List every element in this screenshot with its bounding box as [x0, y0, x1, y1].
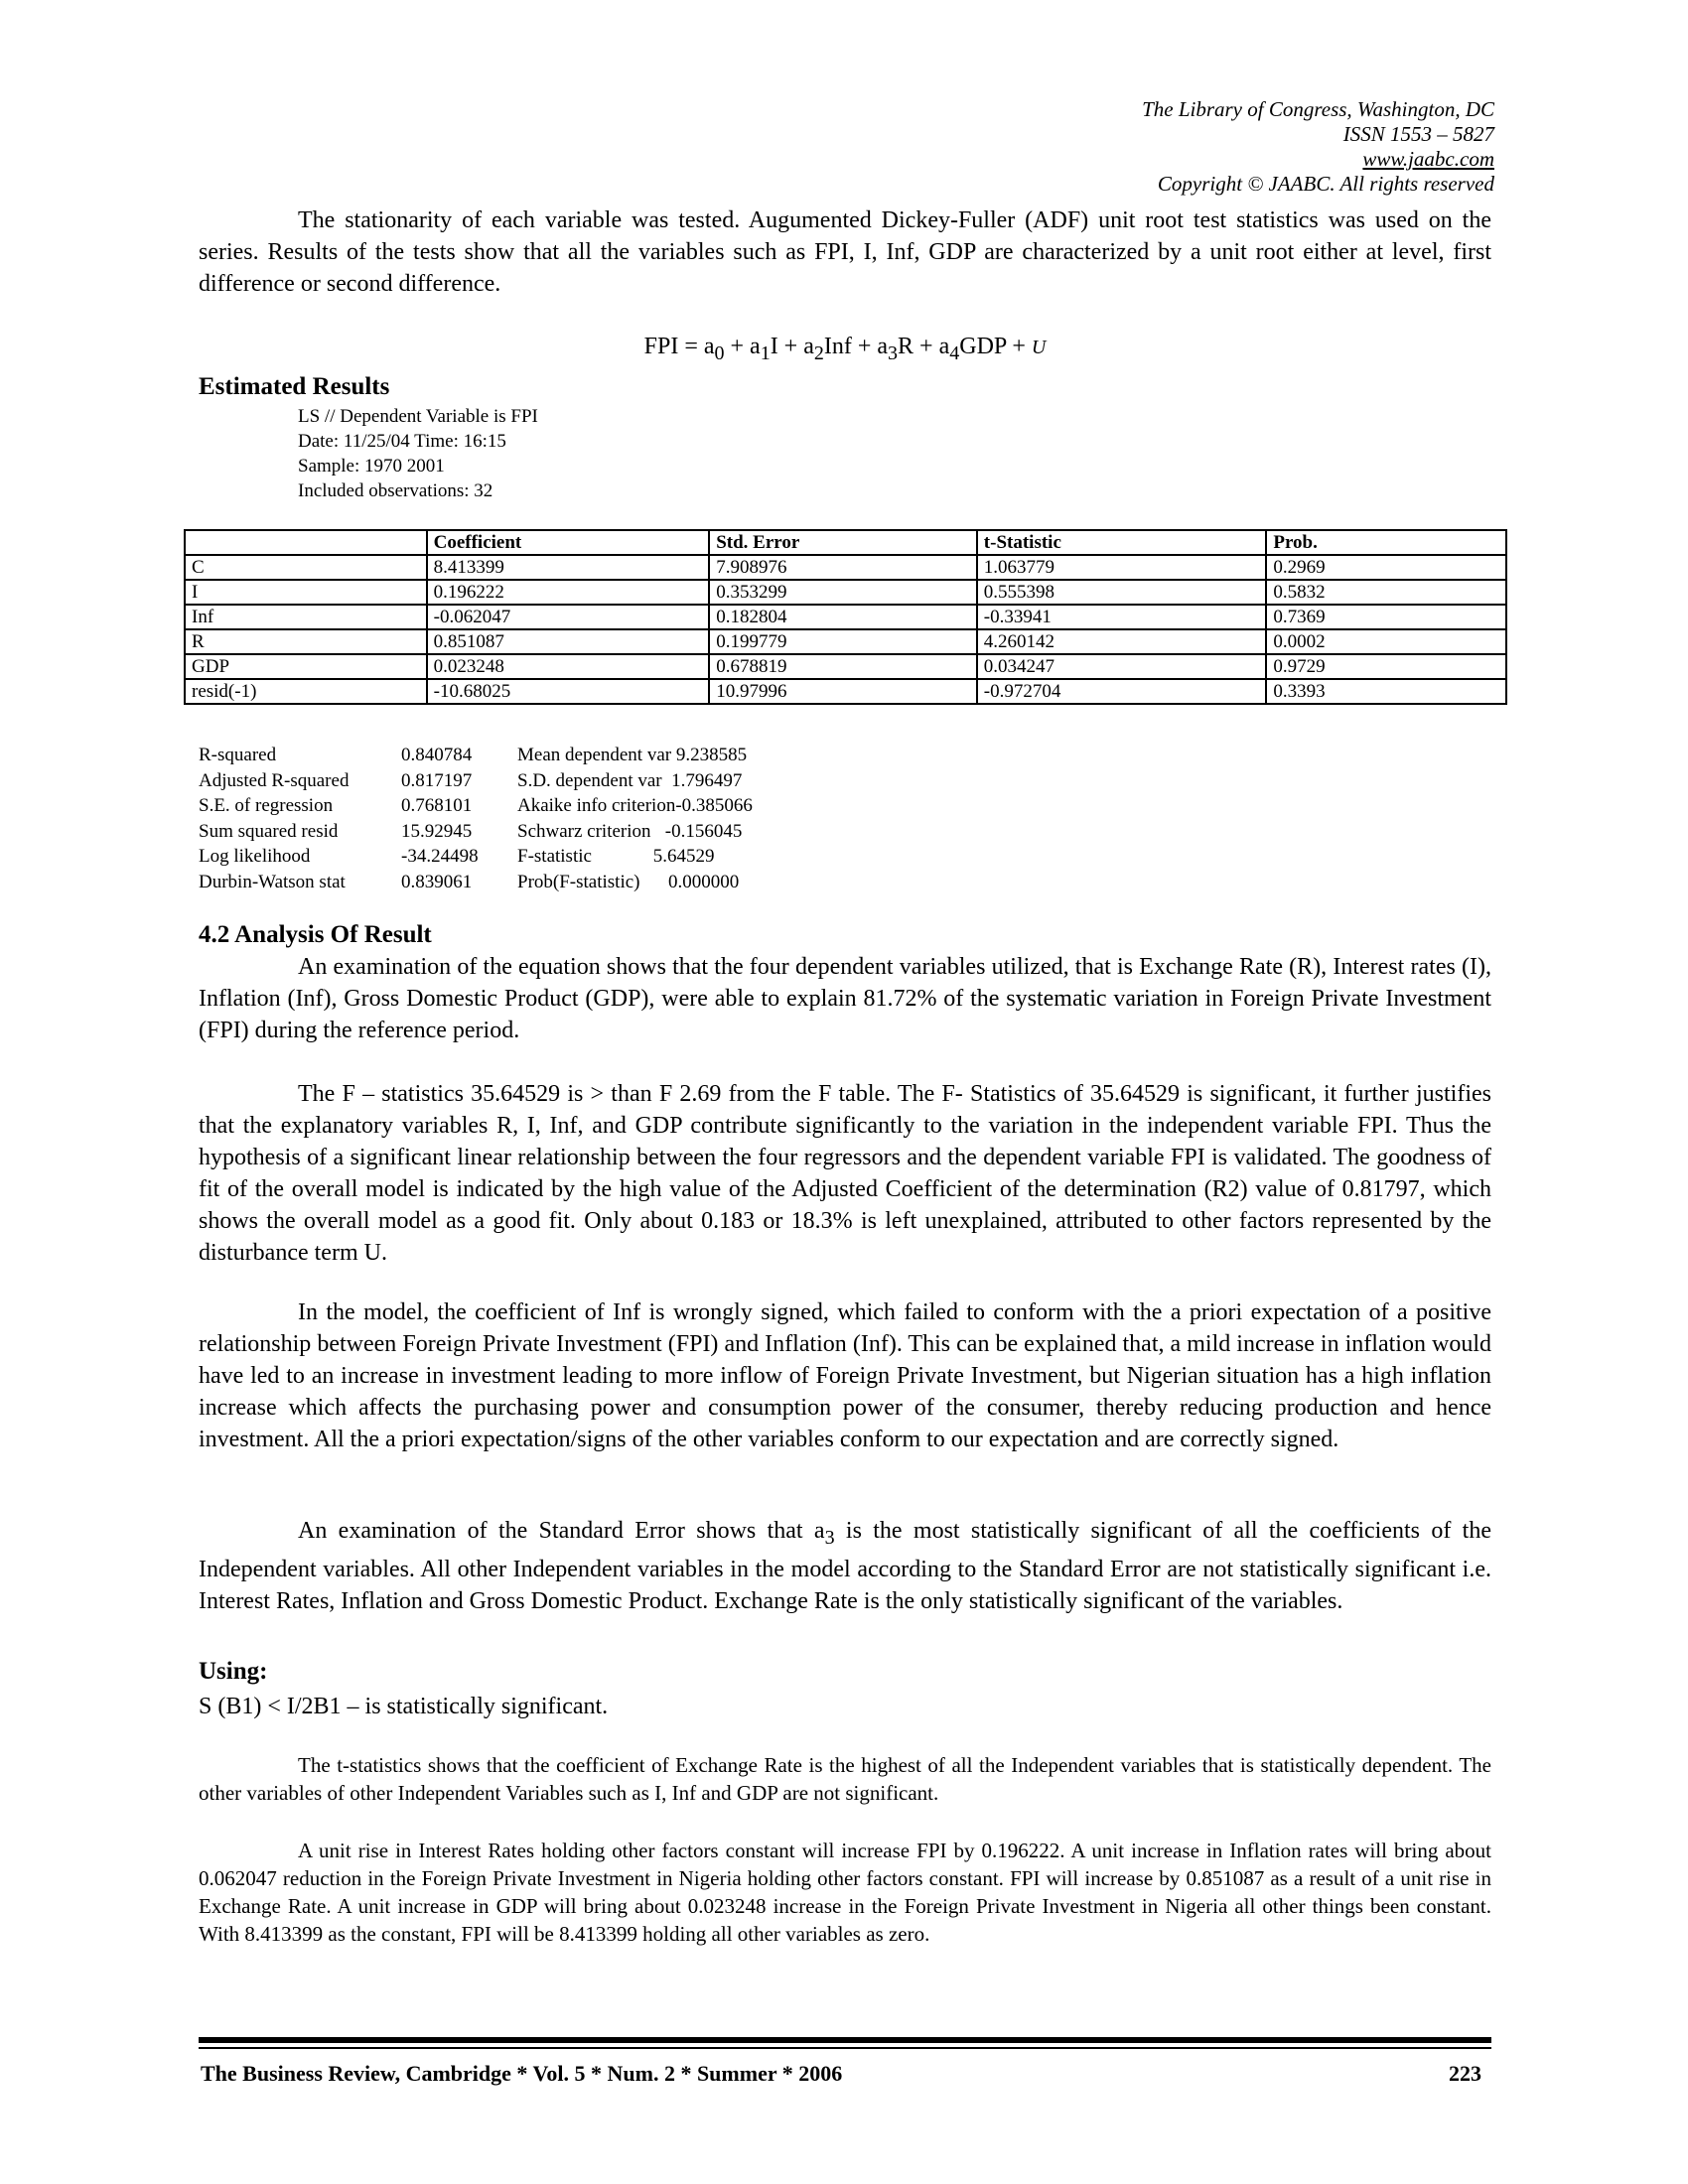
stat-label: S.E. of regression — [199, 795, 334, 816]
column-header — [185, 530, 427, 555]
equation-term-5: GDP + — [959, 334, 1032, 359]
table-cell: Inf — [185, 605, 427, 629]
using-paragraph-1: The t-statistics shows that the coefficient of Exchange Rate is the highest of all the Independent variables that is statistically dependent. The other variables of other Independent Variables such as I, Inf and GDP are not significant. — [199, 1753, 1491, 1805]
meta-line: Date: 11/25/04 Time: 16:15 — [298, 431, 506, 452]
equation-sub-4: 4 — [949, 341, 960, 364]
table-cell: 10.97996 — [709, 679, 977, 704]
p4-text-a: An examination of the Standard Error shows that a — [298, 1518, 825, 1544]
table-cell: 0.199779 — [709, 629, 977, 654]
table-cell: 0.678819 — [709, 654, 977, 679]
footer-rule-thick — [199, 2037, 1491, 2043]
equation-sub-2: 2 — [813, 341, 824, 364]
table-cell: 0.5832 — [1266, 580, 1506, 605]
equation-sub-1: 1 — [760, 341, 771, 364]
table-cell: 0.3393 — [1266, 679, 1506, 704]
stat-row — [199, 793, 753, 819]
stat-label: Log likelihood — [199, 846, 311, 867]
table-row — [185, 555, 1506, 580]
meta-line: Included observations: 32 — [298, 480, 493, 501]
stat-right: Prob(F-statistic) 0.000000 — [517, 871, 740, 892]
table-cell: 0.196222 — [427, 580, 710, 605]
stat-label: Durbin-Watson stat — [199, 871, 346, 892]
stat-row — [199, 870, 753, 895]
equation-term-1: + a — [724, 334, 761, 359]
stat-right: Schwarz criterion -0.156045 — [517, 820, 743, 842]
table-cell: 0.851087 — [427, 629, 710, 654]
table-row — [185, 629, 1506, 654]
header-library: The Library of Congress, Washington, DC — [1142, 97, 1494, 121]
table-row — [185, 679, 1506, 704]
equation-term-2: I + a — [770, 334, 814, 359]
table-cell: 7.908976 — [709, 555, 977, 580]
footer-journal: The Business Review, Cambridge * Vol. 5 * Num. 2 * Summer * 2006 — [201, 2061, 843, 2086]
stat-label: Sum squared resid — [199, 820, 339, 842]
table-cell: 0.0002 — [1266, 629, 1506, 654]
column-header-t-statistic: t-Statistic — [977, 530, 1267, 555]
regression-equation — [199, 334, 1491, 365]
table-cell: 0.2969 — [1266, 555, 1506, 580]
stat-value: -34.24498 — [401, 846, 479, 867]
header-website-link[interactable]: www.jaabc.com — [1362, 147, 1494, 171]
table-cell: 0.023248 — [427, 654, 710, 679]
column-header-prob: Prob. — [1266, 530, 1506, 555]
table-cell: resid(-1) — [185, 679, 427, 704]
stat-right: Akaike info criterion-0.385066 — [517, 795, 753, 816]
table-header-row — [185, 530, 1506, 555]
using-heading: Using: — [199, 1658, 268, 1685]
analysis-paragraph-3: In the model, the coefficient of Inf is wrongly signed, which failed to conform with the a priori expectation of a positive relationship between Foreign Private Investment (FPI) and Inflation (Inf). This can be explained that, a mild increase in inflation would have led to an increase in investment leading to more inflow of Foreign Private Investment, but Nigerian situation has a high inflation increase which affects the purchasing power and consumption power of the consumer, thereby reducing production and hence investment. All the a priori expectation/signs of the other variables conform to our expectation and are correctly signed. — [199, 1299, 1491, 1452]
table-cell: 0.182804 — [709, 605, 977, 629]
using-rule-line: S (B1) < I/2B1 – is statistically significant. — [199, 1694, 609, 1719]
estimation-metadata — [298, 404, 538, 503]
page-footer — [199, 2061, 1491, 2087]
table-cell: R — [185, 629, 427, 654]
meta-line: LS // Dependent Variable is FPI — [298, 406, 538, 427]
header-issn: ISSN 1553 – 5827 — [1342, 122, 1494, 146]
table-cell: -0.972704 — [977, 679, 1267, 704]
table-row — [185, 605, 1506, 629]
table-cell: 0.555398 — [977, 580, 1267, 605]
analysis-paragraph-2: The F – statistics 35.64529 is > than F 2.69 from the F table. The F- Statistics of 35.64529 is significant, it further justifies that the explanatory variables R, I, Inf, and GDP contribute significantly to the variation in the independent variable FPI. Thus the hypothesis of a significant linear relationship between the four regressors and the dependent variable FPI is validated. The goodness of fit of the overall model is indicated by the high value of the Adjusted Coefficient of the determination (R2) value of 0.81797, which shows the overall model as a good fit. Only about 0.183 or 18.3% is left unexplained, attributed to other factors represented by the disturbance term U. — [199, 1081, 1491, 1266]
analysis-paragraph-4 — [199, 1515, 1491, 1617]
p4-text-b: is the most statistically significant of all the coefficients of the Independent variables. All other Independent variables in the model according to the Standard Error are not statistically significant i.e. Interest Rates, Inflation and Gross Domestic Product. Exchange Rate is the only statistically significant of the variables. — [199, 1518, 1491, 1614]
table-cell: 0.7369 — [1266, 605, 1506, 629]
stat-value: 0.768101 — [401, 795, 473, 816]
stat-row — [199, 819, 753, 845]
stat-label: Adjusted R-squared — [199, 769, 350, 791]
table-cell: -0.33941 — [977, 605, 1267, 629]
stat-row — [199, 768, 753, 794]
stat-row — [199, 743, 753, 768]
stat-label: R-squared — [199, 745, 277, 765]
table-cell: -10.68025 — [427, 679, 710, 704]
equation-sub-3: 3 — [888, 341, 899, 364]
stat-right: F-statistic 5.64529 — [517, 846, 715, 867]
stat-row — [199, 844, 753, 870]
table-cell: -0.062047 — [427, 605, 710, 629]
equation-term-4: R + a — [898, 334, 950, 359]
table-cell: 4.260142 — [977, 629, 1267, 654]
running-header — [1142, 97, 1494, 197]
table-cell: 0.353299 — [709, 580, 977, 605]
table-cell: 1.063779 — [977, 555, 1267, 580]
stat-value: 0.839061 — [401, 871, 473, 892]
table-cell: 0.9729 — [1266, 654, 1506, 679]
regression-table — [184, 529, 1507, 705]
table-cell: GDP — [185, 654, 427, 679]
estimated-results-heading: Estimated Results — [199, 373, 390, 400]
table-cell: I — [185, 580, 427, 605]
equation-sub-0: 0 — [714, 341, 725, 364]
header-copyright: Copyright © JAABC. All rights reserved — [1157, 172, 1494, 196]
equation-term-3: Inf + a — [823, 334, 889, 359]
stat-value: 0.840784 — [401, 745, 473, 765]
using-paragraph-2: A unit rise in Interest Rates holding other factors constant will increase FPI by 0.196222. A unit increase in Inflation rates will bring about 0.062047 reduction in the Foreign Private Investment in Nigeria holding other factors constant. FPI will increase by 0.851087 as a result of a unit rise in Exchange Rate. A unit increase in GDP will bring about 0.023248 increase in the Foreign Private Investment in Nigeria all other things been constant. With 8.413399 as the constant, FPI will be 8.413399 holding all other variables as zero. — [199, 1839, 1491, 1946]
stat-value: 0.817197 — [401, 769, 473, 791]
intro-paragraph: The stationarity of each variable was tested. Augumented Dickey-Fuller (ADF) unit root test statistics was used on the series. Results of the tests show that all the variables such as FPI, I, Inf, GDP are characterized by a unit root either at level, first difference or second difference. — [199, 207, 1491, 297]
stat-right: Mean dependent var 9.238585 — [517, 745, 748, 765]
page-number: 223 — [1449, 2061, 1481, 2086]
table-cell: C — [185, 555, 427, 580]
stat-value: 15.92945 — [401, 820, 473, 842]
table-cell: 0.034247 — [977, 654, 1267, 679]
equation-error-term: U — [1031, 337, 1047, 358]
table-row — [185, 654, 1506, 679]
summary-statistics — [199, 743, 753, 894]
stat-right: S.D. dependent var 1.796497 — [517, 769, 743, 791]
column-header-std-error: Std. Error — [709, 530, 977, 555]
p4-subscript: 3 — [824, 1526, 835, 1549]
column-header-coefficient: Coefficient — [427, 530, 710, 555]
table-row — [185, 580, 1506, 605]
meta-line: Sample: 1970 2001 — [298, 456, 445, 477]
table-cell: 8.413399 — [427, 555, 710, 580]
section-heading-analysis: 4.2 Analysis Of Result — [199, 921, 432, 948]
analysis-paragraph-1: An examination of the equation shows that the four dependent variables utilized, that is Exchange Rate (R), Interest rates (I), Inflation (Inf), Gross Domestic Product (GDP), were able to explain 81.72% of the systematic variation in Foreign Private Investment (FPI) during the reference period. — [199, 954, 1491, 1043]
footer-rule-thin — [199, 2047, 1491, 2049]
equation-lhs: FPI = a — [643, 334, 715, 359]
